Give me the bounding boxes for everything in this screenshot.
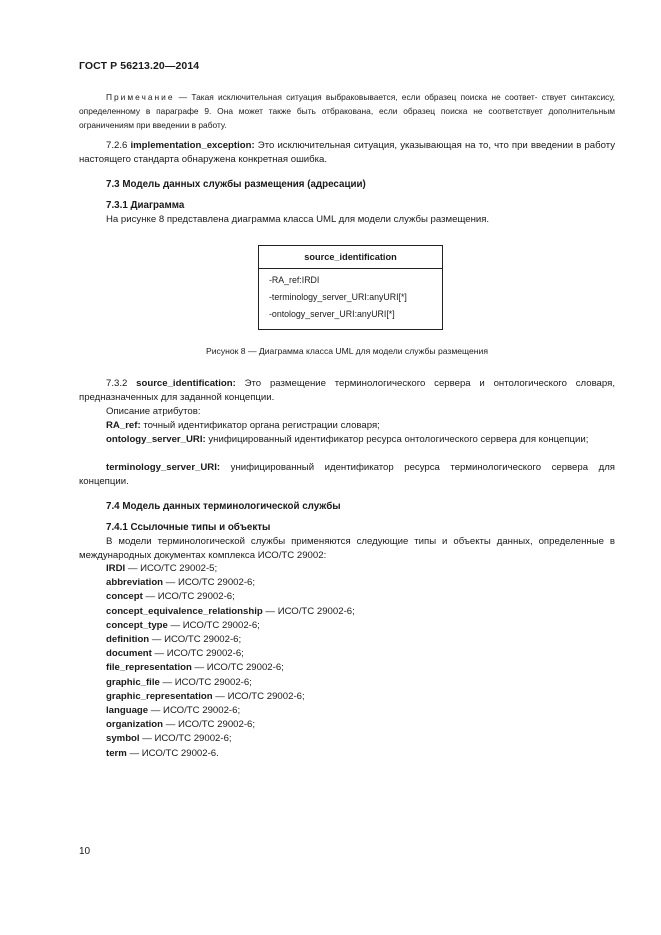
uml-attributes <box>259 269 442 323</box>
attr-term: RA_ref: <box>106 420 141 431</box>
list-item <box>106 661 355 675</box>
list-item-ref: — ИСО/ТС 29002-6; <box>148 705 241 717</box>
section-heading-7-3: 7.3 Модель данных службы размещения (адресации) <box>106 179 366 190</box>
list-item-ref: — ИСО/ТС 29002-6; <box>191 662 284 674</box>
uml-attribute: -RA_ref:IRDI <box>269 275 320 285</box>
clause-term: source_identification: <box>136 378 236 389</box>
attr-terminology-server-uri <box>79 461 615 489</box>
clause-text: Это размещение терминологического сервера и онтологического словаря, предназначенных для заданной концепции. <box>79 378 615 403</box>
paragraph-7-3-1: На рисунке 8 представлена диаграмма класса UML для модели службы размещения. <box>106 214 490 225</box>
list-item <box>106 619 355 633</box>
list-item-ref: — ИСО/ТС 29002-6; <box>167 619 260 631</box>
list-item <box>106 605 355 619</box>
section-heading-7-4-1: 7.4.1 Ссылочные типы и объекты <box>106 522 271 533</box>
list-item-ref: — ИСО/ТС 29002-6; <box>212 690 305 702</box>
list-item-ref: — ИСО/ТС 29002-6; <box>163 719 256 731</box>
note-text-line1: — Такая исключительная ситуация выбраковывается, если образец поиска не соответ- <box>174 92 538 102</box>
page-number: 10 <box>79 846 91 857</box>
uml-attribute: -ontology_server_URI:anyURI[*] <box>269 309 395 319</box>
clause-term: implementation_exception: <box>130 140 255 151</box>
attr-term: ontology_server_URI: <box>106 434 206 445</box>
attr-text: точный идентификатор органа регистрации словаря; <box>140 420 380 431</box>
list-item-term: organization <box>106 719 164 731</box>
section-heading-7-3-1: 7.3.1 Диаграмма <box>106 200 185 211</box>
document-header: ГОСТ Р 56213.20—2014 <box>79 60 200 72</box>
list-item-term: concept_equivalence_relationship <box>106 605 263 617</box>
attr-term: terminology_server_URI: <box>106 462 221 473</box>
uml-class-name: source_identification <box>259 246 442 269</box>
list-item <box>106 590 355 604</box>
list-item-ref: — ИСО/ТС 29002-6. <box>126 747 219 759</box>
list-item-term: term <box>106 747 127 759</box>
uml-attribute: -terminology_server_URI:anyURI[*] <box>269 292 407 302</box>
list-item <box>106 647 355 661</box>
list-item <box>106 732 355 746</box>
clause-number: 7.3.2 <box>106 378 137 389</box>
paragraph-7-3-2 <box>79 377 615 405</box>
figure-caption: Рисунок 8 — Диаграмма класса UML для модели службы размещения <box>205 346 488 356</box>
section-heading-7-4: 7.4 Модель данных терминологической службы <box>106 501 341 512</box>
list-item-term: graphic_representation <box>106 690 213 702</box>
list-item-term: concept <box>106 591 143 603</box>
note-label: Примечание <box>106 92 175 102</box>
attr-ontology-server-uri <box>79 433 615 447</box>
paragraph-7-4-1: В модели терминологической службы применяются следующие типы и объекты данных, определенные в международных документах комплекса ИСО/ТС 29002: <box>79 536 615 561</box>
list-item <box>106 562 355 576</box>
list-item-term: concept_type <box>106 619 168 631</box>
list-item-term: abbreviation <box>106 577 164 589</box>
list-item <box>106 747 355 761</box>
list-item <box>106 704 355 718</box>
attr-text: унифицированный идентификатор ресурса онтологического сервера для концепции; <box>205 434 589 445</box>
attributes-label: Описание атрибутов: <box>106 406 201 417</box>
list-item-ref: — ИСО/ТС 29002-5; <box>125 563 218 574</box>
note-paragraph <box>79 90 615 132</box>
list-item <box>106 576 355 590</box>
note-text-rest: ствует синтаксису, определенному в параграфе 9. Она может также быть отбракована, если образец поиска не соответствует дополнительным ограничениям при введении в работу. <box>79 92 615 130</box>
list-item <box>106 718 355 732</box>
list-item-ref: — ИСО/ТС 29002-6; <box>262 605 355 617</box>
uml-class-box <box>258 245 443 330</box>
list-item <box>106 633 355 647</box>
list-item-term: definition <box>106 634 150 646</box>
list-item-term: graphic_file <box>106 676 160 688</box>
list-item <box>106 690 355 704</box>
paragraph-7-2-6 <box>79 139 615 167</box>
types-list <box>106 562 355 761</box>
list-item-ref: — ИСО/ТС 29002-6; <box>159 676 252 688</box>
list-item-term: language <box>106 705 149 717</box>
list-item-ref: — ИСО/ТС 29002-6; <box>163 577 256 589</box>
list-item-ref: — ИСО/ТС 29002-6; <box>151 648 244 660</box>
list-item-ref: — ИСО/ТС 29002-6; <box>142 591 235 603</box>
attr-ra-ref <box>79 419 615 433</box>
list-item-term: symbol <box>106 733 140 745</box>
list-item-ref: — ИСО/ТС 29002-6; <box>149 634 242 646</box>
list-item-term: IRDI <box>106 563 126 574</box>
list-item <box>106 676 355 690</box>
attr-text: унифицированный идентификатор ресурса терминологического сервера для концепции. <box>79 462 615 487</box>
list-item-term: file_representation <box>106 662 192 674</box>
clause-text: Это исключительная ситуация, указывающая на то, что при введении в работу настоящего стандарта обнаружена конкретная ошибка. <box>79 140 615 165</box>
clause-number: 7.2.6 <box>106 140 131 151</box>
list-item-ref: — ИСО/ТС 29002-6; <box>139 733 232 745</box>
list-item-term: document <box>106 648 152 660</box>
